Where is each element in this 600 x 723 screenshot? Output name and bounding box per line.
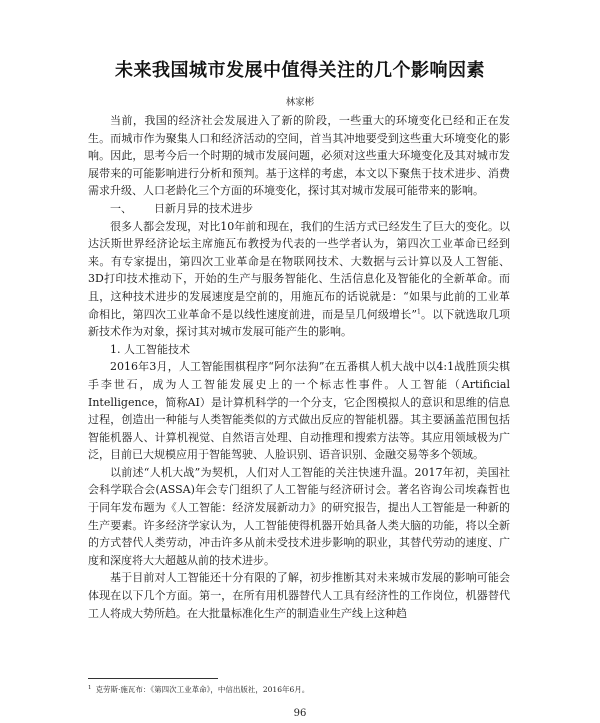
paragraph-alphago: 2016年3月，人工智能围棋程序“阿尔法狗”在五番棋人机大战中以4:1战胜顶尖棋手李世石，成为人工智能发展史上的一个标志性事件。人工智能（Artificial Intelligence，简称AI）是计算机科学的一个分支，它企图模拟人的意识和思维的信息过程，创造出一种能与人类智能类似的方式做出反应的智能机器。其主要涵盖范围包括智能机器人、计算机视觉、自然语言处理、自动推理和搜索方法等。其应用领域极为广泛，目前已大规模应用于智能驾驶、人脸识别、语音识别、金融交易等多个领域。 [88, 360, 510, 462]
paragraph-intro: 当前，我国的经济社会发展进入了新的阶段，一些重大的环境变化已经和正在发生。而城市作为聚集人口和经济活动的空间，首当其冲地要受到这些重大环境变化的影响。因此，思考今后一个时期的城市发展问题，必须对这些重大环境变化及其对城市发展带来的可能影响进行分析和预判。基于这样的考虑，本文以下聚焦于技术进步、消费需求升级、人口老龄化三个方面的环境变化，探讨其对城市发展可能带来的影响。 [88, 114, 510, 198]
paragraph-text: 很多人都会发现，对比10年前和现在，我们的生活方式已经发生了巨大的变化。以达沃斯世界经济论坛主席施瓦布教授为代表的一些学者认为，第四次工业革命已经到来。有专家提出，第四次工业革命是在物联网技术、大数据与云计算以及人工智能、3D打印技术推动下，开始的生产与服务智能化、生活信息化及智能化的全新革命。而且，这种技术进步的发展速度是空前的，用施瓦布的话说就是：“如果与此前的工业革命相比，第四次工业革命不是以线性速度前进，而是呈几何级增长” [88, 219, 510, 321]
section-title: 日新月异的技术进步 [154, 201, 253, 215]
footnote [88, 684, 510, 695]
page-title: 未来我国城市发展中值得关注的几个影响因素 [115, 60, 485, 81]
author-name: 林家彬 [285, 97, 315, 108]
subsection-heading-ai: 1. 人工智能技术 [110, 342, 190, 356]
footnote-text: 克劳斯·施瓦布：《第四次工业革命》，中信出版社，2016年6月。 [95, 685, 310, 694]
section-number: 一、 [110, 201, 132, 215]
paragraph-tech-progress [88, 218, 510, 341]
paragraph-text-continued: 。以下就选取几项新技术作为对象，探讨其对城市发展可能产生的影响。 [88, 307, 510, 339]
page-number: 96 [293, 708, 307, 719]
article-body [88, 112, 510, 622]
section-heading-1 [88, 200, 510, 218]
paragraph-ai-attention: 以前述“人机大战”为契机，人们对人工智能的关注快速升温。2017年初，美国社会科学联合会(ASSA)年会专门组织了人工智能与经济研讨会。著名咨询公司埃森哲也于同年发布题为《人工智能：经济发展新动力》的研究报告，提出人工智能是一种新的生产要素。许多经济学家认为，人工智能使得机器开始具备人类大脑的功能，将以全新的方式替代人类劳动，冲击许多从前未受技术进步影响的职业，其替代劳动的速度、广度和深度将大大超越从前的技术进步。 [88, 465, 510, 567]
footnote-reference[interactable]: 1 [416, 307, 421, 315]
paragraph-ai-impact: 基于目前对人工智能还十分有限的了解，初步推断其对未来城市发展的影响可能会体现在以下几个方面。第一，在所有用机器替代人工具有经济性的工作岗位，机器替代工人将成大势所趋。在大批量标准化生产的制造业生产线上这种趋 [88, 571, 510, 620]
footnote-mark: 1 [88, 684, 92, 691]
footnote-divider [88, 678, 218, 679]
